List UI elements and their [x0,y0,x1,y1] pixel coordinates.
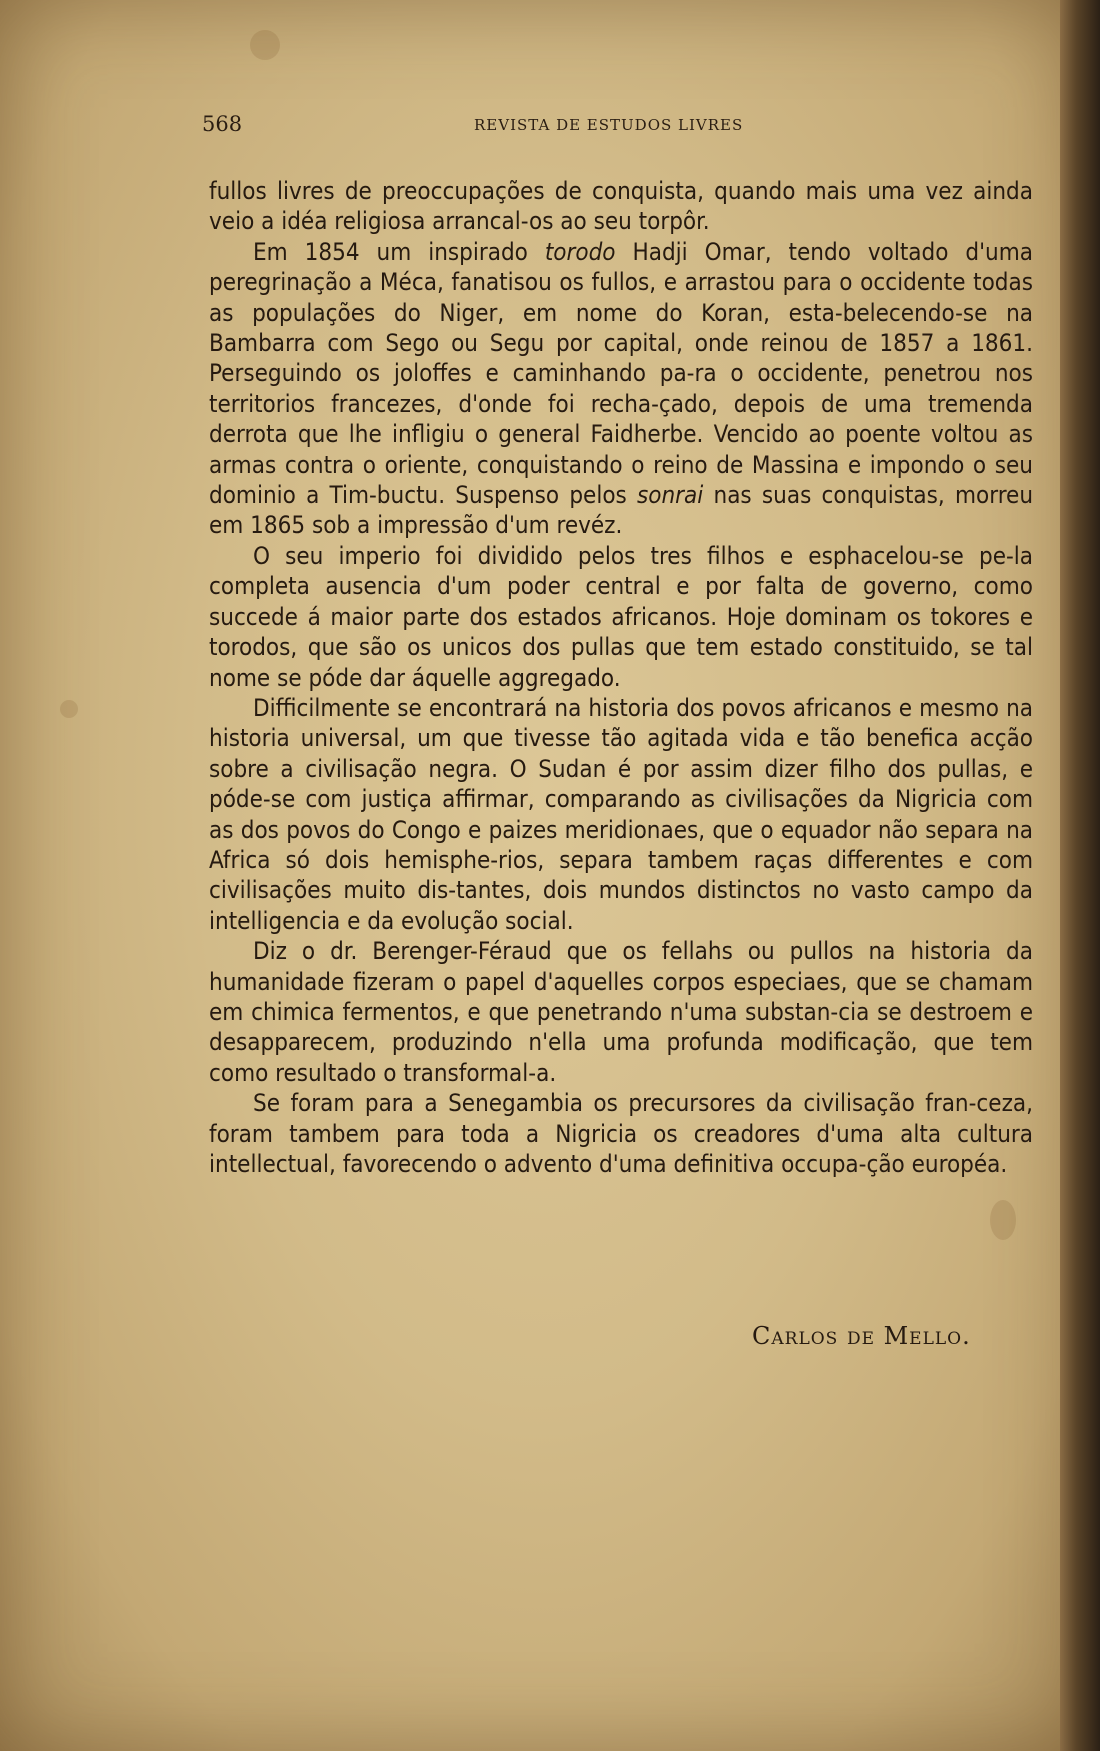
author-signature: Carlos de Mello. [752,1322,971,1350]
paragraph-text: Diz o dr. Berenger-Féraud que os fellahs ou pullos na historia da humanidade fizeram o papel d'aquelles corpos especiaes, que se chamam em chimica fermentos, e que penetrando n'uma substan-cia se destroem e desapparecem, produzindo n'ella uma profunda modificação, que tem como resultado o transformal-a. [209,937,1033,1087]
paragraph-text: Se foram para a Senegambia os precursores da civilisação fran-ceza, foram tambem para toda a Nigricia os creadores d'uma alta cultura intellectual, favorecendo o advento d'uma definitiva occupa-ção européa. [209,1089,1033,1178]
paragraph-text: O seu imperio foi dividido pelos tres filhos e esphacelou-se pe-la completa ausencia d'um poder central e por falta de governo, como succede á maior parte dos estados africanos. Hoje dominam os tokores e torodos, que são os unicos dos pullas que tem estado constituido, se tal nome se póde dar áquelle aggregado. [209,541,1033,692]
book-binding-edge [1060,0,1100,1751]
paper-stain [990,1200,1016,1240]
paragraph [209,693,1033,936]
paragraph-text: Em 1854 um inspirado [253,237,545,266]
italic-term: torodo [544,237,616,266]
paragraph-text: Difficilmente se encontrará na historia dos povos africanos e mesmo na historia universal, um que tivesse tão agitada vida e tão benefica acção sobre a civilisação negra. O Sudan é por assim dizer filho dos pullas, e póde-se com justiça affirmar, comparando as civilisações da Nigricia com as dos povos do Congo e paizes meridionaes, que o equador não separa na Africa só dois hemisphe-rios, separa tambem raças differentes e com civilisações muito dis-tantes, dois mundos distinctos no vasto campo da intelligencia e da evolução social. [209,693,1033,935]
paper-stain [60,700,78,718]
running-title: REVISTA DE ESTUDOS LIVRES [474,116,744,134]
italic-term: sonrai [637,481,704,510]
body-text [209,176,1033,1179]
page-header [202,112,762,142]
paragraph-text: nas suas conquistas, morreu em 1865 sob a impressão d'um revéz. [209,481,1034,540]
paper-stain [250,30,280,60]
paragraph-text: Hadji Omar, tendo voltado d'uma peregrinação a Méca, fanatisou os fullos, e arrastou para o occidente todas as populações do Niger, em nome do Koran, esta-belecendo-se na Bambarra com Sego ou Segu por capital, onde reinou de 1857 a 1861. Perseguindo os joloffes e caminhando pa-ra o occidente, penetrou nos territorios francezes, d'onde foi recha-çado, depois de uma tremenda derrota que lhe infligiu o general Faidherbe. Vencido ao poente voltou as armas contra o oriente, conquistando o reino de Massina e impondo o seu dominio a Tim-buctu. Suspenso pelos [209,237,1033,510]
paragraph-text: fullos livres de preoccupações de conquista, quando mais uma vez ainda veio a idéa religiosa arrancal-os ao seu torpôr. [209,177,1033,236]
paragraph [209,936,1033,1088]
paragraph [209,176,1033,237]
paragraph [209,1088,1033,1179]
page-number: 568 [202,112,243,136]
paragraph [209,541,1033,693]
paragraph [209,237,1033,541]
